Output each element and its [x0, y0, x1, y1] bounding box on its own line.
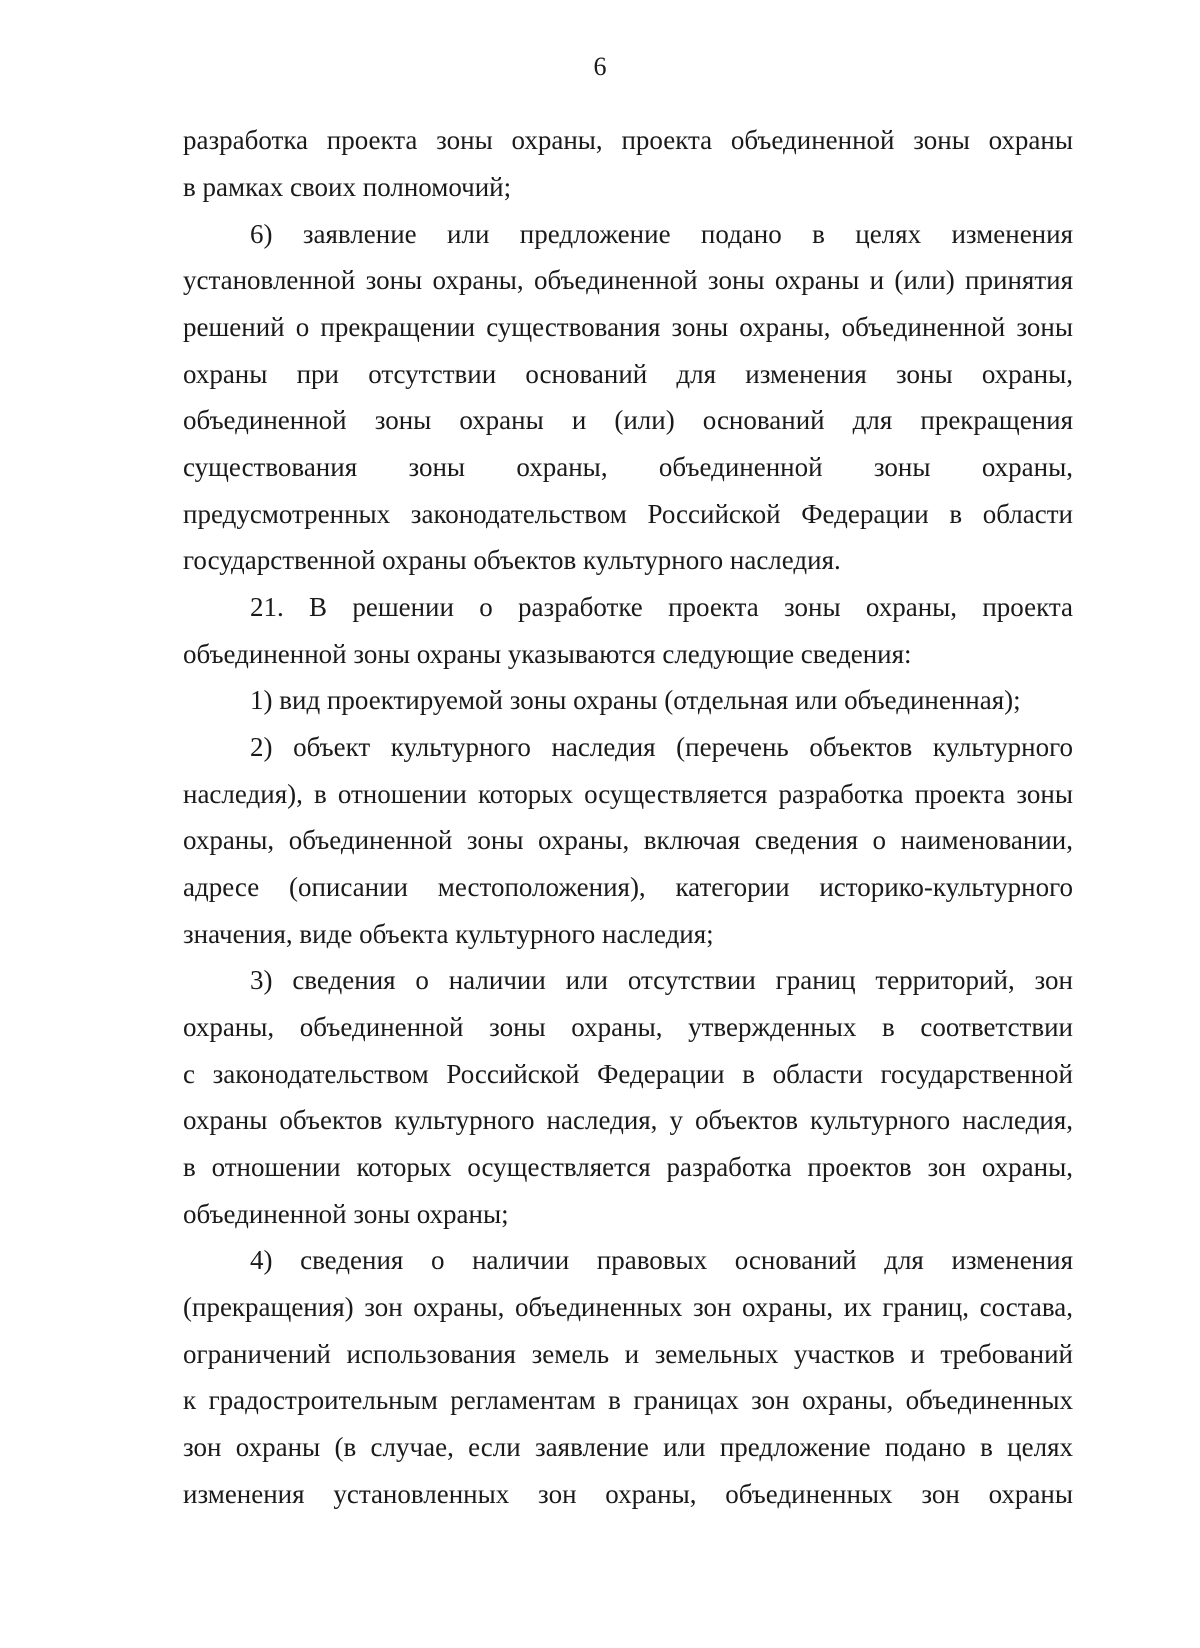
text-line: наследия), в отношении которых осуществляется разработка проекта зоны	[183, 779, 1073, 809]
paragraph-first-line: 4) сведения о наличии правовых оснований для изменения	[250, 1245, 1073, 1275]
text-line: в отношении которых осуществляется разработка проектов зон охраны,	[183, 1152, 1073, 1182]
text-line: разработка проекта зоны охраны, проекта объединенной зоны охраны	[183, 125, 1073, 155]
paragraph-first-line: 1) вид проектируемой зоны охраны (отдельная или объединенная);	[250, 685, 1021, 715]
text-line: в рамках своих полномочий;	[183, 172, 512, 202]
text-line: предусмотренных законодательством Российской Федерации в области	[183, 499, 1073, 529]
text-line: ограничений использования земель и земельных участков и требований	[183, 1339, 1073, 1369]
text-line: зон охраны (в случае, если заявление или предложение подано в целях	[183, 1432, 1073, 1462]
text-line: охраны, объединенной зоны охраны, утвержденных в соответствии	[183, 1012, 1073, 1042]
text-line: установленной зоны охраны, объединенной зоны охраны и (или) принятия	[183, 265, 1073, 295]
page-number: 6	[593, 52, 607, 81]
text-line: адресе (описании местоположения), категории историко-культурного	[183, 872, 1073, 902]
text-line: с законодательством Российской Федерации в области государственной	[183, 1059, 1073, 1089]
text-line: государственной охраны объектов культурного наследия.	[183, 545, 841, 575]
text-line: к градостроительным регламентам в границах зон охраны, объединенных	[183, 1385, 1073, 1415]
text-line: охраны, объединенной зоны охраны, включая сведения о наименовании,	[183, 825, 1073, 855]
text-line: охраны объектов культурного наследия, у объектов культурного наследия,	[183, 1105, 1073, 1135]
paragraph-first-line: 21. В решении о разработке проекта зоны охраны, проекта	[250, 592, 1073, 622]
text-line: изменения установленных зон охраны, объединенных зон охраны	[183, 1479, 1073, 1509]
text-line: значения, виде объекта культурного наследия;	[183, 919, 714, 949]
text-line: охраны при отсутствии оснований для изменения зоны охраны,	[183, 359, 1073, 389]
text-line: объединенной зоны охраны и (или) оснований для прекращения	[183, 405, 1073, 435]
text-line: (прекращения) зон охраны, объединенных зон охраны, их границ, состава,	[183, 1292, 1073, 1322]
text-line: объединенной зоны охраны;	[183, 1199, 509, 1229]
text-line: объединенной зоны охраны указываются следующие сведения:	[183, 639, 912, 669]
text-line: существования зоны охраны, объединенной зоны охраны,	[183, 452, 1073, 482]
paragraph-first-line: 6) заявление или предложение подано в целях изменения	[250, 219, 1073, 249]
text-line: решений о прекращении существования зоны охраны, объединенной зоны	[183, 312, 1073, 342]
paragraph-first-line: 2) объект культурного наследия (перечень объектов культурного	[250, 732, 1073, 762]
paragraph-first-line: 3) сведения о наличии или отсутствии границ территорий, зон	[250, 965, 1073, 995]
